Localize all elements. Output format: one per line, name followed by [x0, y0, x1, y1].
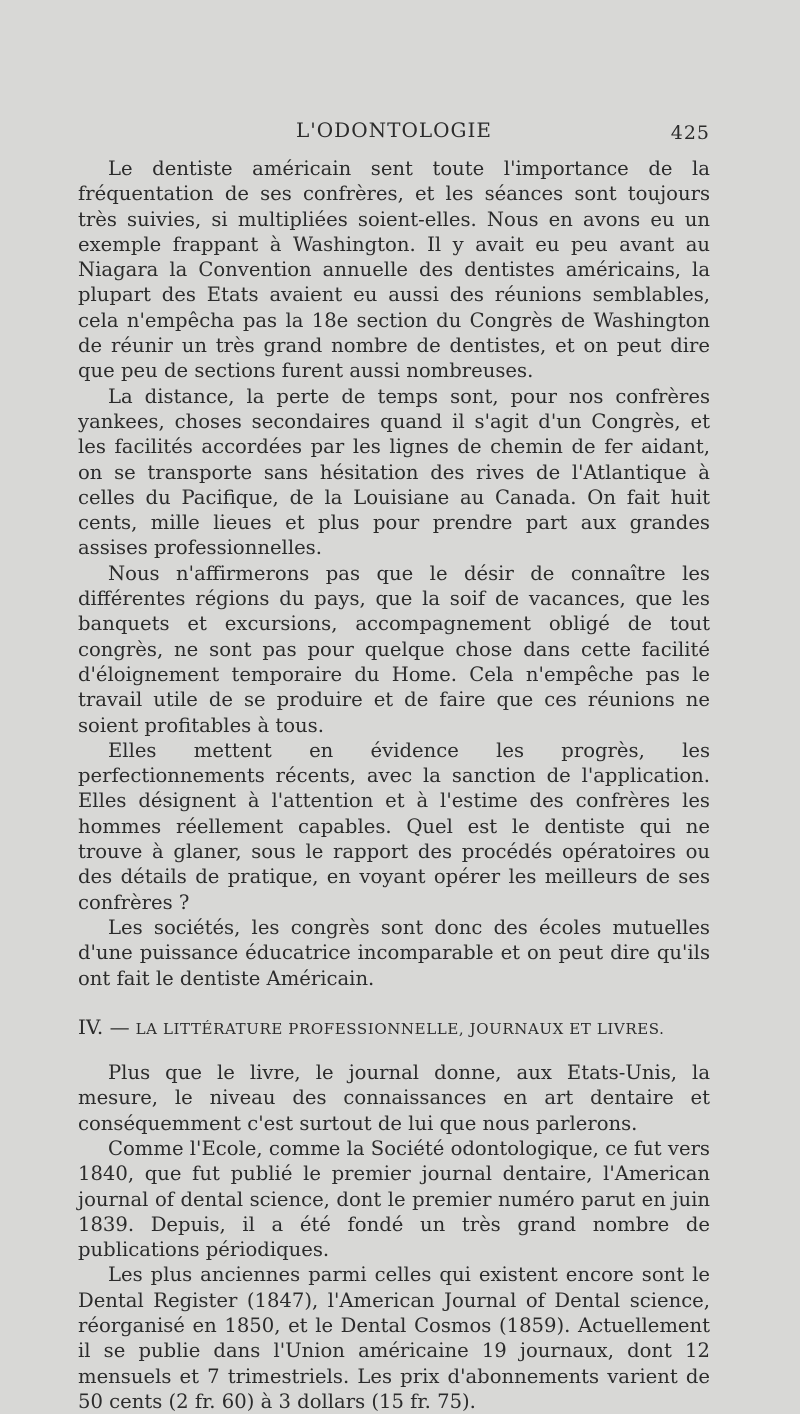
section-heading: [78, 1015, 710, 1042]
paragraph: Comme l'Ecole, comme la Société odontologique, ce fut vers 1840, que fut publié le premier journal dentaire, l'American journal of dental science, dont le premier numéro parut en juin 1839. Depuis, il a été fondé un très grand nombre de publications périodiques.: [78, 1136, 710, 1262]
paragraph: Elles mettent en évidence les progrès, les perfectionnements récents, avec la sanction de l'application. Elles désignent à l'attention et à l'estime des confrères les hommes réellement capables. Quel est le dentiste qui ne trouve à glaner, sous le rapport des procédés opératoires ou des détails de pratique, en voyant opérer les meilleurs de ses confrères ?: [78, 738, 710, 914]
running-title: L'ODONTOLOGIE: [296, 118, 492, 142]
paragraph: Plus que le livre, le journal donne, aux Etats-Unis, la mesure, le niveau des connaissances en art dentaire et conséquemment c'est surtout de lui que nous parlerons.: [78, 1061, 710, 1135]
paragraph: Les sociétés, les congrès sont donc des écoles mutuelles d'une puissance éducatrice incomparable et on peut dire qu'ils ont fait le dentiste Américain.: [78, 915, 710, 990]
page-number: 425: [670, 122, 710, 144]
section-number: IV. —: [78, 1014, 130, 1039]
section-title: LA LITTÉRATURE PROFESSIONNELLE, JOURNAUX ET LIVRES.: [135, 1019, 665, 1038]
paragraph: Les plus anciennes parmi celles qui existent encore sont le Dental Register (1847), l'American Journal of Dental science, réorganisé en 1850, et le Dental Cosmos (1859). Actuellement il se publie dans l'Union américaine 19 journaux, dont 12 mensuels et 7 trimestriels. Les prix d'abonnements varient de 50 cents (2 fr. 60) à 3 dollars (15 fr. 75).: [78, 1263, 710, 1413]
paragraph: La distance, la perte de temps sont, pour nos confrères yankees, choses secondaires quand il s'agit d'un Congrès, et les facilités accordées par les lignes de chemin de fer aidant, on se transporte sans hésitation des rives de l'Atlantique à celles du Pacifique, de la Louisiane au Canada. On fait huit cents, mille lieues et plus pour prendre part aux grandes assises professionnelles.: [78, 384, 710, 560]
body-text: [78, 156, 710, 1414]
running-head: [78, 114, 710, 148]
paragraph: Nous n'affirmerons pas que le désir de connaître les différentes régions du pays, que la soif de vacances, que les banquets et excursions, accompagnement obligé de tout congrès, ne sont pas pour quelque chose dans cette facilité d'éloignement temporaire du Home. Cela n'empêche pas le travail utile de se produire et de faire que ces réunions ne soient profitables à tous.: [78, 561, 710, 737]
paragraph: Le dentiste américain sent toute l'importance de la fréquentation de ses confrères, et les séances sont toujours très suivies, si multipliées soient-elles. Nous en avons eu un exemple frappant à Washington. Il y avait eu peu avant au Niagara la Convention annuelle des dentistes américains, la plupart des Etats avaient eu aussi des réunions semblables, cela n'empêcha pas la 18e section du Congrès de Washington de réunir un très grand nombre de dentistes, et on peut dire que peu de sections furent aussi nombreuses.: [78, 157, 710, 383]
